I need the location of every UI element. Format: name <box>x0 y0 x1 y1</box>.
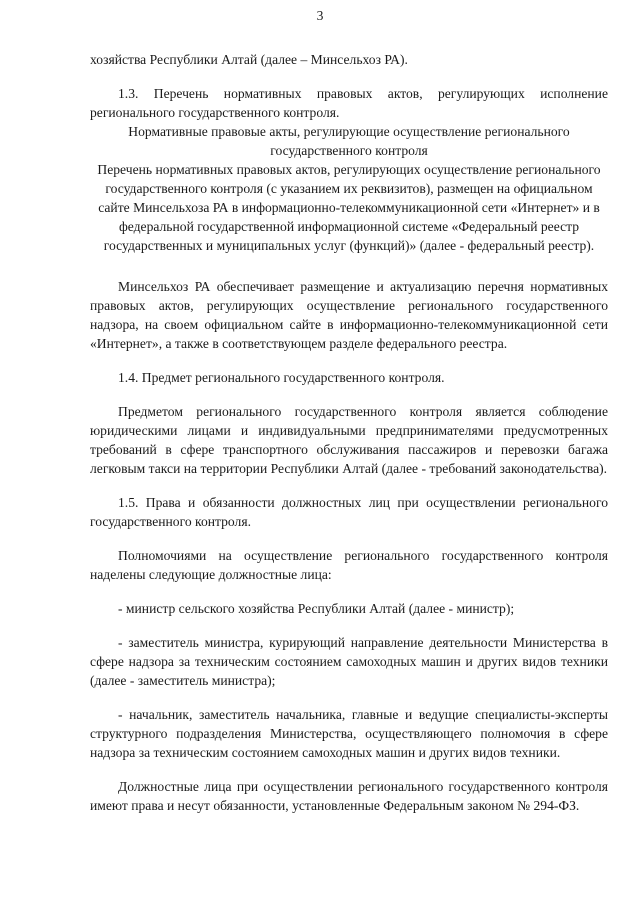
list-item-minister: - министр сельского хозяйства Республики Алтай (далее - министр); <box>118 601 515 616</box>
authorized-officials-paragraph: Полномочиями на осуществление регионального государственного контроля наделены следующие должностные лица: <box>90 548 608 582</box>
publication-paragraph: Минсельхоз РА обеспечивает размещение и актуализацию перечня нормативных правовых актов, регулирующих осуществление регионального государственного надзора, на своем официальном сайте в информационно-телекоммуникационной сети «Интернет», а также в соответствующем разделе федерального реестра. <box>90 279 608 351</box>
paragraph-continuation: хозяйства Республики Алтай (далее – Минсельхоз РА). <box>90 52 408 67</box>
section-1-5-heading: 1.5. Права и обязанности должностных лиц при осуществлении регионального государственного контроля. <box>90 495 608 529</box>
list-item-specialists: - начальник, заместитель начальника, главные и ведущие специалисты-эксперты структурного подразделения Министерства, осуществляющего полномочия в сфере надзора за техническим состоянием самоходных машин и других видов техники. <box>90 707 608 760</box>
normative-acts-list-paragraph: Перечень нормативных правовых актов, регулирующих осуществление регионального государственного контроля (с указанием их реквизитов), размещен на официальном сайте Минсельхоза РА в информационно-телекоммуникационной сети «Интернет» и в федеральной государственной информационной системе «Федеральный реестр государственных и муниципальных услуг (функций)» (далее - федеральный реестр). <box>97 162 601 253</box>
page-number: 3 <box>316 8 324 23</box>
subheading-normative-acts: Нормативные правовые акты, регулирующие осуществление регионального государственного контроля <box>128 124 570 158</box>
list-item-deputy-minister: - заместитель министра, курирующий направление деятельности Министерства в сфере надзора за техническим состоянием самоходных машин и других видов техники (далее - заместитель министра); <box>90 635 608 688</box>
document-body <box>90 50 608 815</box>
section-1-4-heading: 1.4. Предмет регионального государственного контроля. <box>118 370 445 385</box>
section-1-3-heading: 1.3. Перечень нормативных правовых актов, регулирующих исполнение регионального государственного контроля. <box>90 86 608 120</box>
officials-rights-paragraph: Должностные лица при осуществлении регионального государственного контроля имеют права и несут обязанности, установленные Федеральным законом № 294-ФЗ. <box>90 779 608 813</box>
subject-of-control-paragraph: Предметом регионального государственного контроля является соблюдение юридическими лицами и индивидуальными предпринимателями предусмотренных требований в сфере транспортного обслуживания пассажиров и перевозки багажа легковым такси на территории Республики Алтай (далее - требований законодательства). <box>90 404 608 476</box>
